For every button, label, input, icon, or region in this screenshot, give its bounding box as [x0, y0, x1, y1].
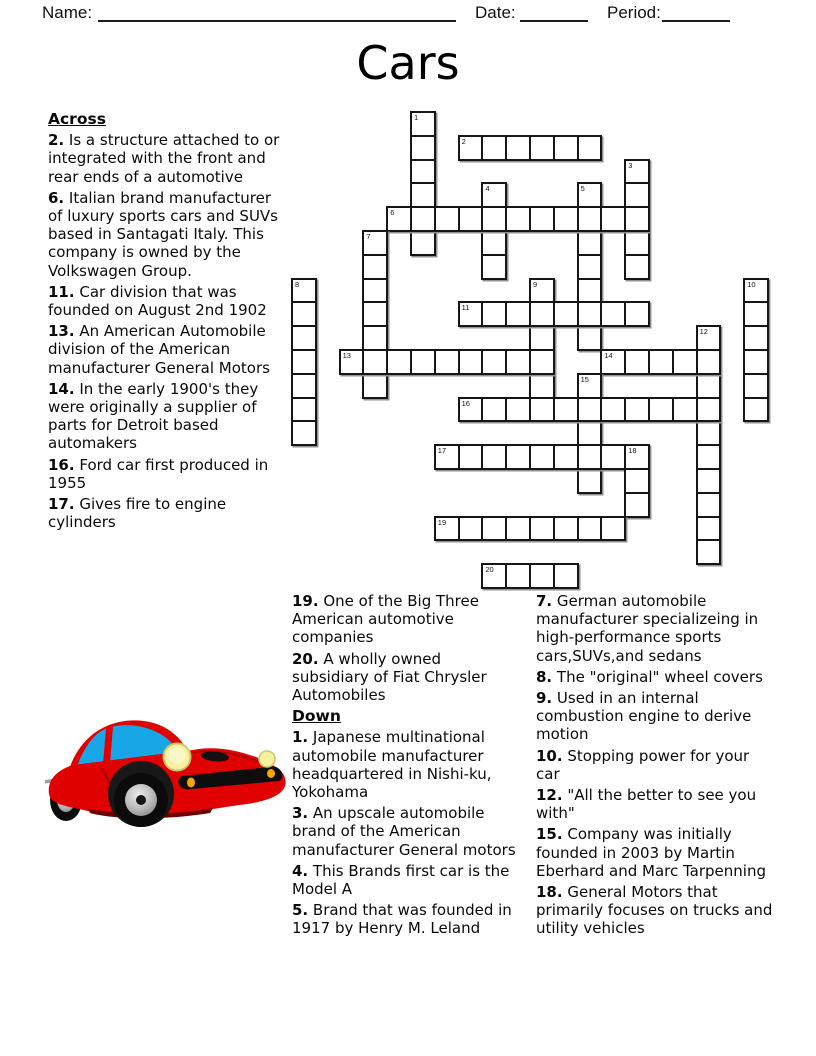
car-indicator-right: [267, 769, 275, 778]
clue-text: Gives fire to engine cylinders: [48, 495, 227, 532]
clue-text: Car division that was founded on August 2nd 1902: [48, 282, 267, 320]
clue-number: 19.: [292, 592, 319, 610]
clue-text: Italian brand manufacturer of luxury sports cars and SUVs based in Santagati Italy. This company is owned by the Volkswagen Group.: [48, 188, 278, 280]
car-headlight-small: [259, 751, 275, 767]
clue-number: 7.: [536, 592, 553, 610]
clue-number: 20.: [292, 649, 319, 668]
clue-across-6: [48, 189, 281, 280]
grid-cell[interactable]: [481, 444, 507, 470]
clue-text: General Motors that primarily focuses on trucks and utility vehicles: [536, 883, 773, 938]
grid-cell-number: 2: [461, 136, 466, 146]
grid-cell[interactable]: [481, 135, 507, 161]
grid-cell[interactable]: [577, 468, 603, 494]
grid-cell[interactable]: [529, 135, 555, 161]
grid-cell[interactable]: [458, 206, 484, 232]
grid-cell-18[interactable]: [624, 444, 650, 470]
clue-number: 12.: [536, 786, 563, 805]
grid-cell[interactable]: [410, 349, 436, 375]
grid-cell-8[interactable]: [291, 278, 317, 304]
grid-cell[interactable]: [362, 373, 388, 399]
grid-cell[interactable]: [458, 516, 484, 542]
grid-cell[interactable]: [410, 230, 436, 256]
grid-cell[interactable]: [362, 278, 388, 304]
grid-cell[interactable]: [505, 516, 531, 542]
grid-cell[interactable]: [577, 301, 603, 327]
grid-cell-19[interactable]: [434, 516, 460, 542]
grid-cell[interactable]: [481, 516, 507, 542]
grid-cell[interactable]: [696, 349, 722, 375]
grid-cell[interactable]: [743, 301, 769, 327]
grid-cell[interactable]: [291, 373, 317, 399]
grid-cell[interactable]: [529, 563, 555, 589]
clue-down-5: [292, 901, 520, 937]
grid-cell[interactable]: [505, 206, 531, 232]
grid-cell[interactable]: [481, 349, 507, 375]
grid-cell[interactable]: [291, 349, 317, 375]
grid-cell-number: 18: [628, 446, 637, 456]
clue-down-4: [292, 862, 520, 898]
clue-across-19: [292, 592, 520, 647]
grid-cell[interactable]: [410, 182, 436, 208]
down-clues-list: [292, 728, 520, 937]
grid-cell[interactable]: [696, 373, 722, 399]
clue-number: 14.: [48, 379, 75, 398]
grid-cell[interactable]: [481, 301, 507, 327]
down-heading: Down: [292, 707, 341, 726]
grid-cell-10[interactable]: [743, 278, 769, 304]
clue-down-9: [536, 689, 774, 744]
grid-cell-17[interactable]: [434, 444, 460, 470]
grid-cell[interactable]: [624, 230, 650, 256]
middle-clues-column: [292, 592, 520, 941]
grid-cell[interactable]: [672, 349, 698, 375]
clue-number: 15.: [536, 825, 563, 844]
clue-across-2: [48, 131, 281, 186]
grid-cell-1[interactable]: [410, 111, 436, 137]
clue-number: 18.: [536, 883, 563, 902]
clue-down-8: [536, 668, 774, 686]
clue-across-16: [48, 456, 281, 492]
clue-across-13: [48, 322, 281, 377]
page-title: Cars: [356, 36, 460, 90]
clue-down-15: [536, 825, 774, 880]
clue-text: Ford car first produced in 1955: [48, 455, 269, 492]
clue-text: A wholly owned subsidiary of Fiat Chrysler Automobiles: [292, 649, 487, 705]
grid-cell-number: 4: [485, 184, 490, 194]
grid-cell[interactable]: [553, 516, 579, 542]
grid-cell[interactable]: [362, 301, 388, 327]
clue-text: Stopping power for your car: [536, 746, 750, 783]
clue-text: Company was initially founded in 2003 by Martin Eberhard and Marc Tarpenning: [536, 825, 766, 880]
grid-cell[interactable]: [624, 397, 650, 423]
grid-cell-16[interactable]: [458, 397, 484, 423]
grid-cell[interactable]: [410, 159, 436, 185]
grid-cell[interactable]: [481, 206, 507, 232]
grid-cell[interactable]: [624, 301, 650, 327]
grid-cell-9[interactable]: [529, 278, 555, 304]
grid-cell-12[interactable]: [696, 325, 722, 351]
grid-cell[interactable]: [362, 325, 388, 351]
grid-cell[interactable]: [696, 420, 722, 446]
grid-cell[interactable]: [291, 397, 317, 423]
grid-cell[interactable]: [481, 230, 507, 256]
clue-text: Brand that was founded in 1917 by Henry M. Leland: [292, 901, 512, 938]
clue-number: 3.: [292, 804, 309, 823]
clue-across-14: [48, 380, 281, 453]
grid-cell[interactable]: [458, 349, 484, 375]
clue-number: 5.: [292, 901, 309, 920]
clue-number: 8.: [536, 667, 553, 686]
grid-cell[interactable]: [577, 135, 603, 161]
grid-cell[interactable]: [410, 206, 436, 232]
grid-cell[interactable]: [577, 444, 603, 470]
grid-cell[interactable]: [529, 206, 555, 232]
clue-down-3: [292, 804, 520, 859]
clue-across-17: [48, 495, 281, 531]
clue-down-12: [536, 786, 774, 822]
grid-cell[interactable]: [743, 349, 769, 375]
grid-cell[interactable]: [529, 373, 555, 399]
grid-cell[interactable]: [624, 254, 650, 280]
grid-cell-14[interactable]: [600, 349, 626, 375]
car-headlight-large-glow: [169, 747, 186, 764]
grid-cell[interactable]: [291, 325, 317, 351]
grid-cell-number: 11: [461, 303, 470, 313]
grid-cell[interactable]: [600, 516, 626, 542]
grid-cell[interactable]: [600, 206, 626, 232]
clue-number: 11.: [48, 282, 75, 301]
clue-number: 17.: [48, 495, 75, 514]
grid-cell-6[interactable]: [386, 206, 412, 232]
grid-cell-20[interactable]: [481, 563, 507, 589]
down-clues-list-continued: [536, 592, 774, 938]
grid-cell-number: 13: [342, 351, 351, 360]
grid-cell-3[interactable]: [624, 159, 650, 185]
clue-text: This Brands first car is the Model A: [292, 861, 510, 899]
grid-cell[interactable]: [672, 397, 698, 423]
clue-text: The "original" wheel covers: [552, 667, 763, 686]
grid-cell[interactable]: [553, 397, 579, 423]
grid-cell[interactable]: [743, 325, 769, 351]
grid-cell[interactable]: [553, 135, 579, 161]
grid-cell[interactable]: [696, 516, 722, 542]
grid-cell[interactable]: [624, 349, 650, 375]
clue-across-20: [292, 650, 520, 705]
grid-cell[interactable]: [577, 254, 603, 280]
date-label: Date:: [475, 3, 516, 22]
name-fill-line[interactable]: [98, 2, 456, 22]
grid-cell[interactable]: [577, 325, 603, 351]
clue-number: 1.: [292, 728, 309, 747]
grid-cell-number: 10: [747, 279, 756, 289]
grid-cell[interactable]: [386, 349, 412, 375]
grid-cell-4[interactable]: [481, 182, 507, 208]
grid-cell[interactable]: [553, 206, 579, 232]
grid-cell[interactable]: [362, 254, 388, 280]
grid-cell[interactable]: [505, 563, 531, 589]
car-front-hub-center: [136, 795, 146, 805]
date-fill-line[interactable]: [520, 2, 588, 22]
down-clues-column: [536, 592, 774, 941]
grid-cell-number: 20: [485, 565, 494, 575]
grid-cell[interactable]: [291, 420, 317, 446]
grid-cell-5[interactable]: [577, 182, 603, 208]
grid-cell[interactable]: [505, 135, 531, 161]
clue-text: "All the better to see you with": [536, 786, 757, 823]
across-heading: Across: [48, 110, 106, 128]
grid-cell[interactable]: [529, 301, 555, 327]
grid-cell-7[interactable]: [362, 230, 388, 256]
grid-cell[interactable]: [743, 397, 769, 423]
grid-cell-13[interactable]: [339, 349, 365, 375]
clue-number: 13.: [48, 322, 75, 341]
grid-cell[interactable]: [577, 230, 603, 256]
grid-cell-number: 14: [604, 351, 613, 360]
grid-cell-11[interactable]: [458, 301, 484, 327]
grid-cell[interactable]: [434, 206, 460, 232]
clue-text: One of the Big Three American automotive companies: [292, 592, 479, 647]
grid-cell-number: 16: [461, 398, 470, 408]
grid-cell[interactable]: [505, 444, 531, 470]
grid-cell-number: 9: [533, 279, 538, 289]
grid-cell[interactable]: [434, 349, 460, 375]
grid-cell-2[interactable]: [458, 135, 484, 161]
grid-cell-number: 5: [580, 184, 585, 194]
grid-cell-number: 3: [628, 160, 633, 170]
clue-number: 6.: [48, 188, 65, 207]
grid-cell-number: 7: [366, 232, 371, 241]
clue-down-1: [292, 728, 520, 801]
clue-text: German automobile manufacturer specializeing in high-performance sports cars,SUVs,and sedans: [536, 592, 759, 665]
grid-cell-number: 1: [414, 113, 419, 122]
grid-cell[interactable]: [696, 444, 722, 470]
grid-cell[interactable]: [577, 206, 603, 232]
grid-cell[interactable]: [553, 444, 579, 470]
grid-cell-number: 12: [699, 327, 708, 337]
red-car-illustration: [43, 712, 288, 837]
clue-number: 16.: [48, 455, 75, 474]
grid-cell[interactable]: [458, 444, 484, 470]
grid-cell[interactable]: [505, 397, 531, 423]
across-clues-list-continued: [292, 592, 520, 704]
grid-cell[interactable]: [600, 397, 626, 423]
name-label: Name:: [42, 3, 93, 22]
clue-number: 4.: [292, 861, 309, 880]
grid-cell[interactable]: [600, 301, 626, 327]
grid-cell[interactable]: [529, 444, 555, 470]
grid-cell[interactable]: [481, 397, 507, 423]
grid-cell[interactable]: [743, 373, 769, 399]
period-fill-line[interactable]: [662, 2, 730, 22]
grid-cell[interactable]: [553, 301, 579, 327]
grid-cell-number: 8: [295, 279, 300, 289]
clue-text: Used in an internal combustion engine to derive motion: [536, 689, 752, 744]
grid-cell[interactable]: [696, 539, 722, 565]
grid-cell[interactable]: [696, 397, 722, 423]
clue-text: An American Automobile division of the American manufacturer General Motors: [48, 322, 270, 377]
grid-cell[interactable]: [577, 420, 603, 446]
grid-cell-number: 6: [390, 208, 395, 218]
crossword-grid: [291, 111, 773, 593]
clue-number: 2.: [48, 131, 65, 150]
clue-down-7: [536, 592, 774, 665]
grid-cell[interactable]: [505, 301, 531, 327]
grid-cell[interactable]: [624, 182, 650, 208]
clue-across-11: [48, 283, 281, 319]
grid-cell[interactable]: [648, 397, 674, 423]
grid-cell-number: 19: [437, 517, 447, 527]
clue-text: Japanese multinational automobile manufacturer headquartered in Nishi-ku, Yokohama: [292, 728, 492, 802]
grid-cell[interactable]: [529, 325, 555, 351]
grid-cell[interactable]: [696, 492, 722, 518]
grid-cell[interactable]: [553, 563, 579, 589]
period-label: Period:: [607, 3, 661, 22]
grid-cell[interactable]: [481, 254, 507, 280]
grid-cell[interactable]: [291, 301, 317, 327]
clue-number: 9.: [536, 689, 553, 708]
grid-cell[interactable]: [529, 516, 555, 542]
grid-cell[interactable]: [577, 397, 603, 423]
clue-number: 10.: [536, 746, 563, 765]
grid-cell[interactable]: [696, 468, 722, 494]
grid-cell[interactable]: [577, 516, 603, 542]
grid-cell[interactable]: [577, 278, 603, 304]
across-clues-list: [48, 131, 281, 531]
grid-cell[interactable]: [648, 349, 674, 375]
grid-cell[interactable]: [624, 468, 650, 494]
clue-down-18: [536, 883, 774, 938]
grid-cell[interactable]: [624, 492, 650, 518]
grid-cell[interactable]: [410, 135, 436, 161]
grid-cell-number: 15: [580, 374, 589, 384]
grid-cell[interactable]: [600, 444, 626, 470]
clue-text: Is a structure attached to or integrated with the front and rear ends of a automotive: [48, 131, 280, 186]
across-clues-column: [48, 110, 281, 534]
grid-cell[interactable]: [362, 349, 388, 375]
grid-cell[interactable]: [529, 397, 555, 423]
grid-cell[interactable]: [529, 349, 555, 375]
clue-text: An upscale automobile brand of the American manufacturer General motors: [292, 804, 516, 859]
car-indicator-left: [187, 778, 195, 788]
grid-cell[interactable]: [505, 349, 531, 375]
clue-down-10: [536, 747, 774, 783]
grid-cell-15[interactable]: [577, 373, 603, 399]
grid-cell-number: 17: [437, 446, 447, 456]
clue-text: In the early 1900's they were originally a supplier of parts for Detroit based automakers: [48, 379, 259, 453]
grid-cell[interactable]: [624, 206, 650, 232]
